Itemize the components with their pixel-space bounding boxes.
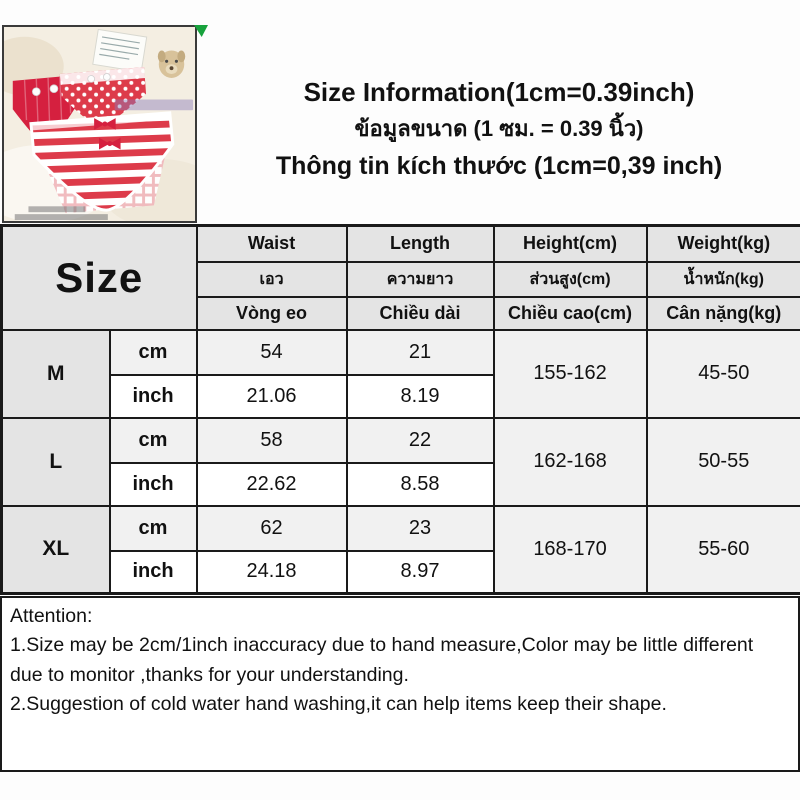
col-header-waist-en: Waist (197, 226, 347, 262)
length-cm-m: 21 (347, 330, 494, 375)
size-table (0, 224, 800, 595)
height-range-m: 155-162 (494, 330, 647, 418)
purple-watermark (115, 100, 193, 111)
length-inch-m: 8.19 (347, 375, 494, 418)
table-row-l-cm (2, 418, 800, 463)
length-cm-l: 22 (347, 418, 494, 463)
attention-note-2: 2.Suggestion of cold water hand washing,it can help items keep their shape. (10, 692, 667, 715)
title-vietnamese: Thông tin kích thước (1cm=0,39 inch) (275, 152, 723, 180)
gray-watermark-line (28, 206, 85, 212)
size-label-m: M (2, 330, 110, 418)
unit-inch: inch (110, 463, 197, 506)
size-label-l: L (2, 418, 110, 506)
length-cm-xl: 23 (347, 506, 494, 551)
paper-card (93, 29, 147, 72)
col-header-height-vi: Chiều cao(cm) (494, 297, 647, 330)
col-header-waist-vi: Vòng eo (197, 297, 347, 330)
length-inch-l: 8.58 (347, 463, 494, 506)
weight-range-m: 45-50 (647, 330, 800, 418)
col-header-height-th: ส่วนสูง(cm) (494, 262, 647, 297)
unit-cm: cm (110, 506, 197, 551)
unit-inch: inch (110, 375, 197, 418)
product-photo (2, 25, 197, 223)
title-english: Size Information(1cm=0.39inch) (303, 77, 695, 107)
attention-heading: Attention: (10, 605, 93, 627)
table-row-xl-cm (2, 506, 800, 551)
weight-range-xl: 55-60 (647, 506, 800, 594)
table-row-m-cm (2, 330, 800, 375)
gray-watermark-line (15, 214, 108, 220)
col-header-weight-th: น้ำหนัก(kg) (647, 262, 800, 297)
waist-inch-l: 22.62 (197, 463, 347, 506)
waist-inch-xl: 24.18 (197, 551, 347, 594)
height-range-l: 162-168 (494, 418, 647, 506)
col-header-height-en: Height(cm) (494, 226, 647, 262)
size-label-xl: XL (2, 506, 110, 594)
waist-cm-l: 58 (197, 418, 347, 463)
col-header-length-th: ความยาว (347, 262, 494, 297)
unit-inch: inch (110, 551, 197, 594)
col-header-weight-en: Weight(kg) (647, 226, 800, 262)
title-block (198, 74, 800, 185)
waist-cm-xl: 62 (197, 506, 347, 551)
unit-cm: cm (110, 330, 197, 375)
attention-box (0, 596, 800, 772)
height-range-xl: 168-170 (494, 506, 647, 594)
product-photo-illustration (4, 27, 195, 221)
size-header-cell: Size (2, 226, 197, 330)
weight-range-l: 50-55 (647, 418, 800, 506)
col-header-length-en: Length (347, 226, 494, 262)
waist-inch-m: 21.06 (197, 375, 347, 418)
length-inch-xl: 8.97 (347, 551, 494, 594)
title-thai: ข้อมูลขนาด (1 ซม. = 0.39 นิ้ว) (354, 116, 644, 141)
unit-cm: cm (110, 418, 197, 463)
col-header-weight-vi: Cân nặng(kg) (647, 297, 800, 330)
col-header-length-vi: Chiều dài (347, 297, 494, 330)
attention-note-1: 1.Size may be 2cm/1inch inaccuracy due to hand measure,Color may be little different due to monitor ,thanks for your understanding. (10, 634, 754, 686)
waist-cm-m: 54 (197, 330, 347, 375)
col-header-waist-th: เอว (197, 262, 347, 297)
